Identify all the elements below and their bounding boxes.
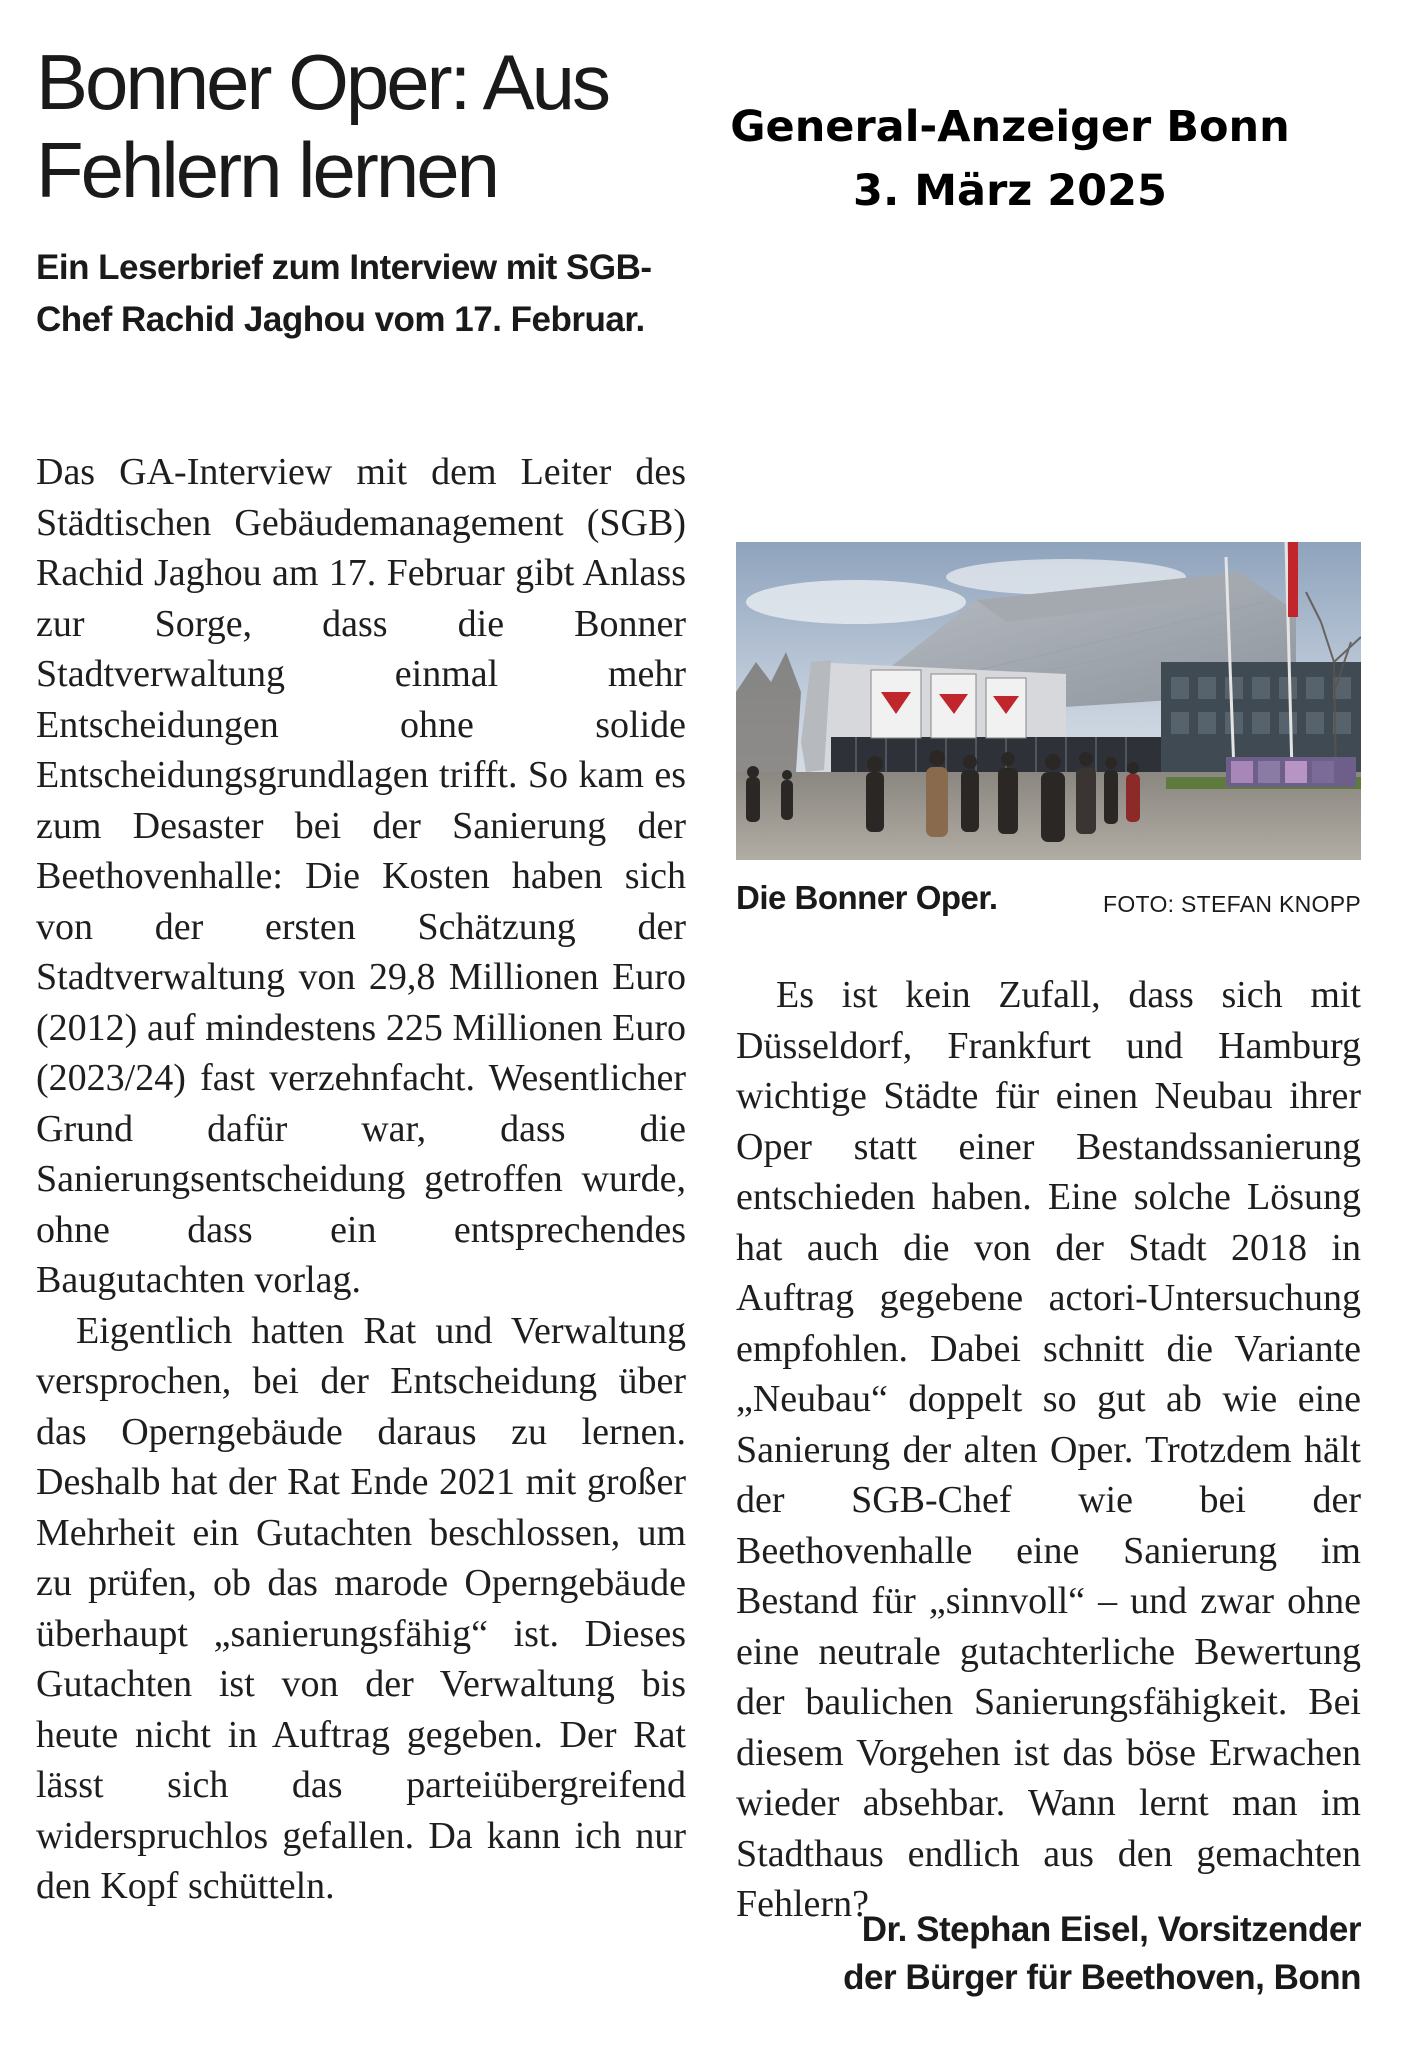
subheadline: Ein Leserbrief zum Interview mit SGB-Chef Rachid Jaghou vom 17. Februar. xyxy=(36,248,652,339)
newspaper-name: General-Anzeiger Bonn xyxy=(730,102,1290,152)
opera-house-photo xyxy=(736,542,1361,860)
article-column-right xyxy=(736,970,1361,1930)
newspaper-source xyxy=(700,95,1320,223)
author-line-1: Dr. Stephan Eisel, Vorsitzender xyxy=(861,1910,1361,1949)
headline-line-1: Bonner Oper: Aus xyxy=(36,38,609,126)
photo-caption: Die Bonner Oper. xyxy=(736,879,998,916)
photo-credit: FOTO: STEFAN KNOPP xyxy=(1102,891,1361,917)
article-column-left xyxy=(36,447,686,1912)
body-paragraph-1: Das GA-Interview mit dem Leiter des Städtischen Gebäudemanagement (SGB) Rachid Jaghou am 17. Februar gibt Anlass zur Sorge, dass die Bonner Stadtverwaltung einmal mehr Entscheidungen ohne solide Entscheidungsgrundlagen trifft. So kam es zum Desaster bei der Sanierung der Beethovenhalle: Die Kosten haben sich von der ersten Schätzung der Stadtverwaltung von 29,8 Millionen Euro (2012) auf mindestens 225 Millionen Euro (2023/24) fast verzehnfacht. Wesentlicher Grund dafür war, dass die Sanierungsentscheidung getroffen wurde, ohne dass ein entsprechendes Baugutachten vorlag. xyxy=(36,451,686,1301)
body-paragraph-2: Eigentlich hatten Rat und Verwaltung versprochen, bei der Entscheidung über das Operngebäude daraus zu lernen. Deshalb hat der Rat Ende 2021 mit großer Mehrheit ein Gutachten beschlossen, um zu prüfen, ob das marode Operngebäude überhaupt „sanierungsfähig“ ist. Dieses Gutachten ist von der Verwaltung bis heute nicht in Auftrag gegeben. Der Rat lässt sich das parteiübergreifend widerspruchlos gefallen. Da kann ich nur den Kopf schütteln. xyxy=(36,1309,686,1907)
headline-line-2: Fehlern lernen xyxy=(36,126,497,214)
headline xyxy=(36,38,676,214)
author-line-2: der Bürger für Beethoven, Bonn xyxy=(843,1958,1361,1997)
body-paragraph-3: Es ist kein Zufall, dass sich mit Düsseldorf, Frankfurt und Hamburg wichtige Städte für einen Neubau ihrer Oper statt einer Bestandssanierung entschieden haben. Eine solche Lösung hat auch die von der Stadt 2018 in Auftrag gegebene actori-Untersuchung empfohlen. Dabei schnitt die Variante „Neubau“ doppelt so gut ab wie eine Sanierung der alten Oper. Trotzdem hält der SGB-Chef wie bei der Beethovenhalle eine Sanierung im Bestand für „sinnvoll“ – und zwar ohne eine neutrale gutachterliche Bewertung der baulichen Sanierungsfähigkeit. Bei diesem Vorgehen ist das böse Erwachen wieder absehbar. Wann lernt man im Stadthaus endlich aus den gemachten Fehlern? xyxy=(736,974,1361,1925)
author-signature xyxy=(736,1906,1361,2002)
publication-date: 3. März 2025 xyxy=(853,166,1167,216)
